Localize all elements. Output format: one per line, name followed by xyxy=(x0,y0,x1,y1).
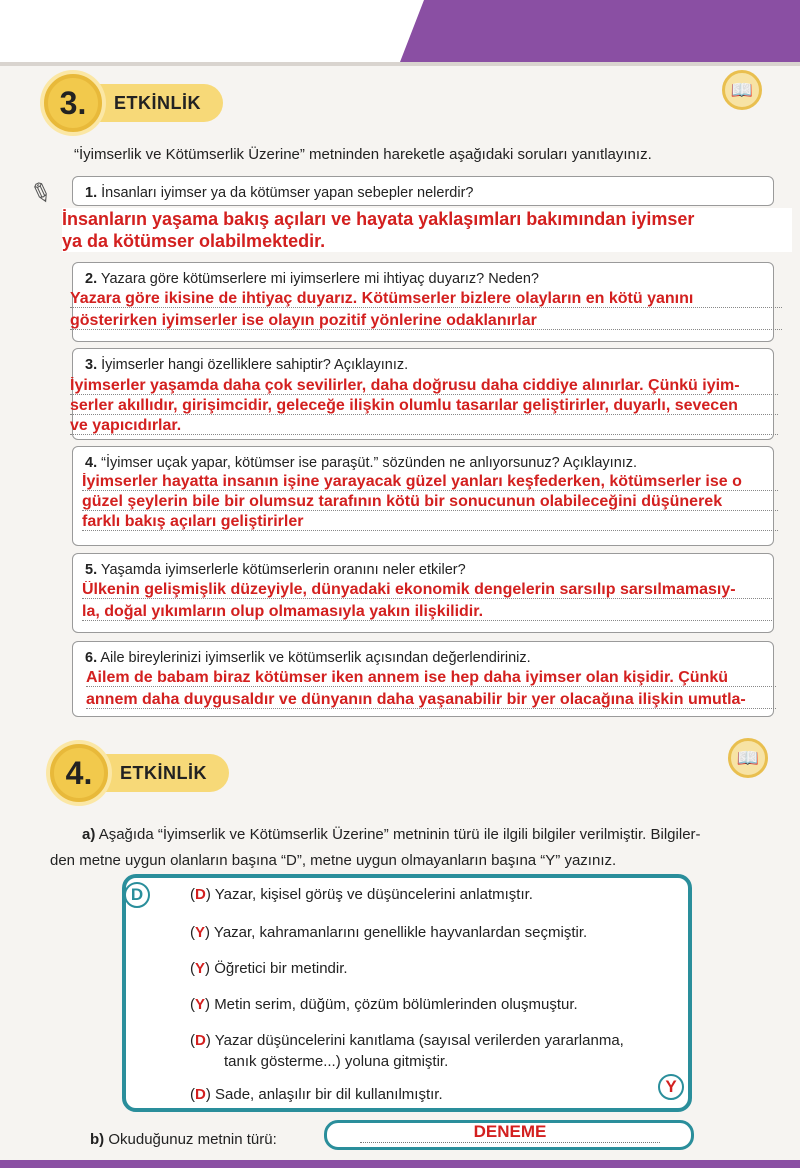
activity4-label: ETKİNLİK xyxy=(96,754,229,792)
bottom-bar xyxy=(0,1160,800,1168)
answer-2: Yazara göre ikisine de ihtiyaç duyarız. Kötümserler bizlere olayların en kötü yanını gösterirken iyimserler ise olayın pozitif yönlerine odaklanırlar xyxy=(70,290,782,330)
statement-6: (D) Sade, anlaşılır bir dil kullanılmıştır. xyxy=(190,1086,443,1103)
question-3: 3. İyimserler hangi özelliklere sahiptir? Açıklayınız. xyxy=(85,357,409,373)
top-purple-banner xyxy=(400,0,800,62)
answer-4: İyimserler hayatta insanın işine yarayacak güzel yanları keşfederken, kötümserler ise o güzel şeylerin bile bir olumsuz tarafının kötü bir sonucunun olabileceğini düşünerek farklı bakış açıları geliştirirler xyxy=(82,473,778,531)
statement-4: (Y) Metin serim, düğüm, çözüm bölümlerinden oluşmuştur. xyxy=(190,996,578,1013)
activity4-number: 4. xyxy=(50,744,108,802)
question-2: 2. Yazara göre kötümserlere mi iyimserlere mi ihtiyaç duyarız? Neden? xyxy=(85,271,539,287)
statement-5: (D) Yazar düşüncelerini kanıtlama (sayısal verilerden yararlanma, tanık gösterme...) yoluna gitmiştir. xyxy=(190,1032,624,1070)
statement-1: (D) Yazar, kişisel görüş ve düşüncelerini anlatmıştır. xyxy=(190,886,533,903)
text-type-label: b) Okuduğunuz metnin türü: xyxy=(90,1131,277,1148)
question-4: 4. “İyimser uçak yapar, kötümser ise paraşüt.” sözünden ne anlıyorsunuz? Açıklayınız. xyxy=(85,455,638,471)
answer-1: İnsanların yaşama bakış açıları ve hayata yaklaşımları bakımından iyimser ya da kötümser olabilmektedir. xyxy=(62,208,792,252)
pencil-icon: ✎ xyxy=(25,175,57,211)
statement-2: (Y) Yazar, kahramanlarını genellikle hayvanlardan seçmiştir. xyxy=(190,924,588,941)
statement-3: (Y) Öğretici bir metindir. xyxy=(190,960,348,977)
corner-d-badge: D xyxy=(124,882,150,908)
true-false-box xyxy=(122,874,692,1112)
activity3-badge xyxy=(44,74,223,132)
text-type-answer: DENEME xyxy=(360,1122,660,1143)
activity4-badge xyxy=(50,744,229,802)
question-6: 6. Aile bireylerinizi iyimserlik ve kötümserlik açısından değerlendiriniz. xyxy=(85,650,531,666)
activity3-label: ETKİNLİK xyxy=(90,84,223,122)
activity3-number: 3. xyxy=(44,74,102,132)
question-5: 5. Yaşamda iyimserlerle kötümserlerin oranını neler etkiler? xyxy=(85,562,466,578)
activity4-intro: a) Aşağıda “İyimserlik ve Kötümserlik Üzerine” metninin türü ile ilgili bilgiler verilmiştir. Bilgiler- den metne uygun olanların başına “D”, metne uygun olmayanların başına “Y” yazınız. xyxy=(50,826,701,869)
book-icon: 📖 xyxy=(722,70,762,110)
answer-3: İyimserler yaşamda daha çok sevilirler, daha doğrusu daha ciddiye alınırlar. Çünkü iyim- serler akıllıdır, girişimcidir, geleceğe ilişkin olumlu tasarılar geliştirirler, duyarlı, sevecen ve yapıcıdırlar. xyxy=(70,377,778,435)
question-1: 1. İnsanları iyimser ya da kötümser yapan sebepler nelerdir? xyxy=(85,185,474,201)
page-edge xyxy=(0,62,800,66)
answer-5: Ülkenin gelişmişlik düzeyiyle, dünyadaki ekonomik dengelerin sarsılıp sarsılmamasıy- la, doğal yıkımların olup olmamasıyla yakın ilişkilidir. xyxy=(82,581,772,621)
corner-y-badge: Y xyxy=(658,1074,684,1100)
book-icon: 📖 xyxy=(728,738,768,778)
question-box-1 xyxy=(72,176,774,206)
answer-6: Ailem de babam biraz kötümser iken annem ise hep daha iyimser olan kişidir. Çünkü annem daha duygusaldır ve dünyanın daha yaşanabilir bir yer olacağına ilişkin umutla- xyxy=(86,669,776,709)
activity3-intro: “İyimserlik ve Kötümserlik Üzerine” metninden hareketle aşağıdaki soruları yanıtlayınız. xyxy=(74,146,652,163)
